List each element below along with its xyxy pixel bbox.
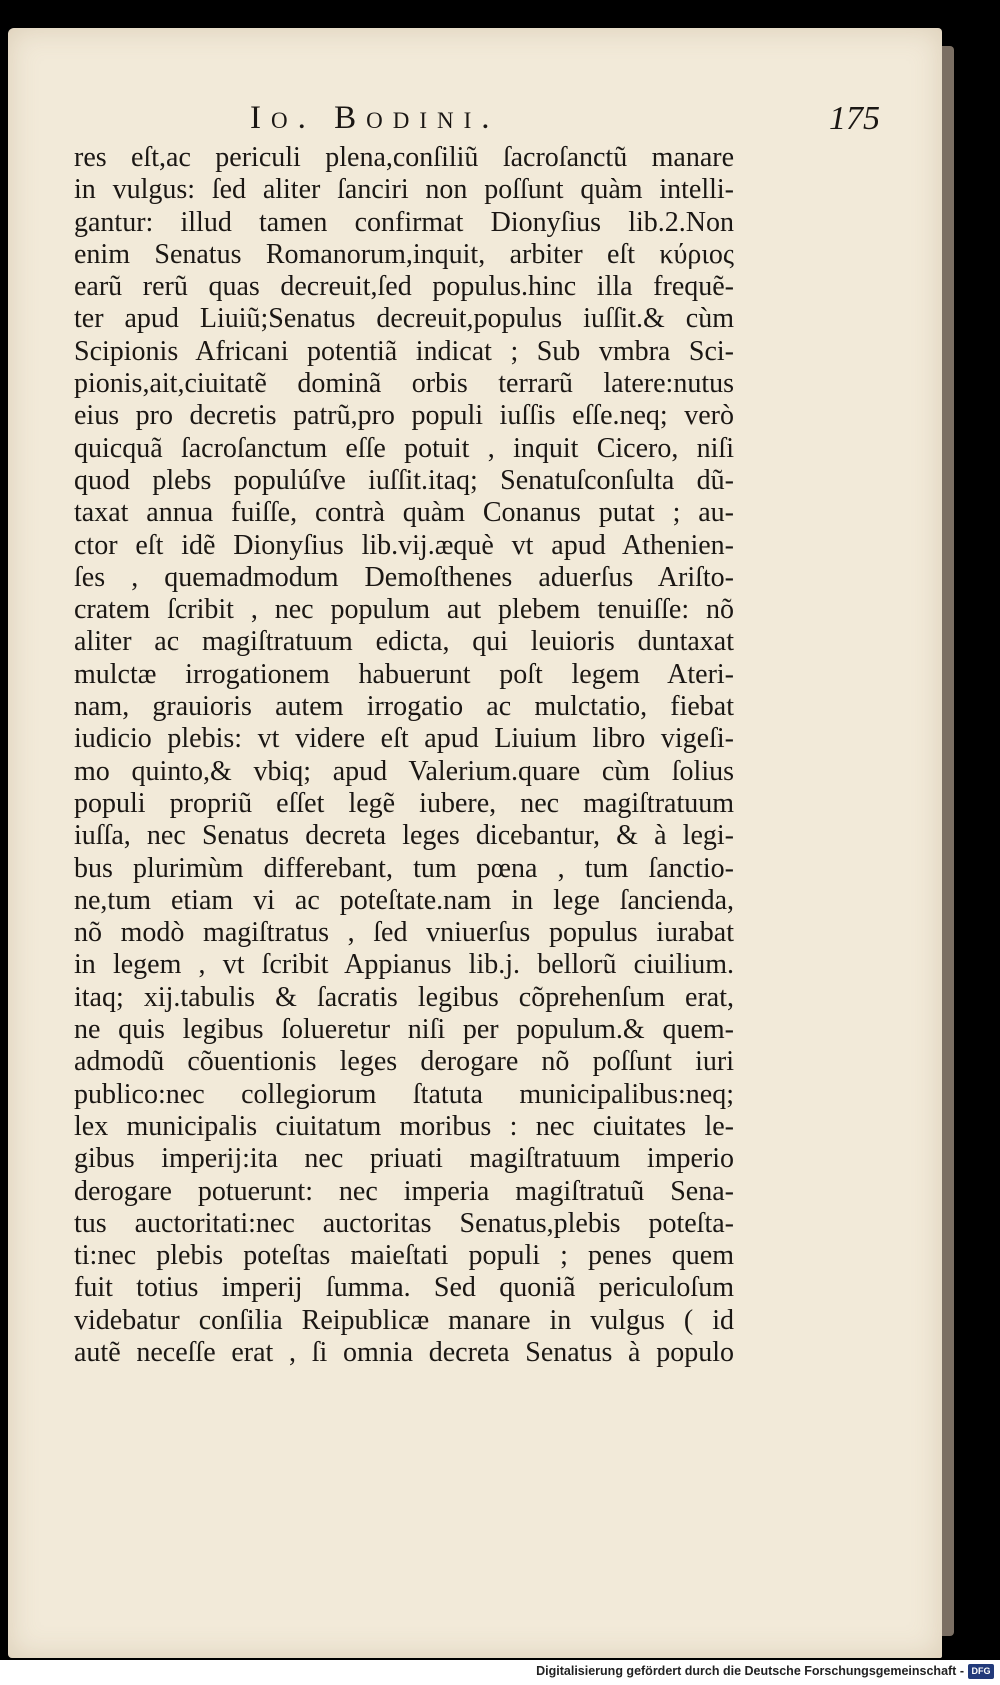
- text-line: cratem ſcribit , nec populum aut plebem tenuiſſe: nõ: [74, 594, 734, 626]
- body-text: [74, 142, 734, 1369]
- text-line: ctor eſt idẽ Dionyſius lib.vij.æquè vt apud Athenien-: [74, 529, 734, 561]
- text-line: enim Senatus Romanorum,inquit, arbiter eſt κύριος: [74, 238, 734, 270]
- text-line: quod plebs populúſve iuſſit.itaq; Senatuſconſulta dũ-: [74, 464, 734, 496]
- footer-bar: [0, 1660, 1000, 1685]
- text-line: eius pro decretis patrũ,pro populi iuſſis eſſe.neq; verò: [74, 400, 734, 432]
- funding-credit: Digitalisierung gefördert durch die Deutsche Forschungsgemeinschaft -: [536, 1664, 964, 1678]
- text-line: aliter ac magiſtratuum edicta, qui leuioris duntaxat: [74, 626, 734, 658]
- text-line: autẽ neceſſe erat , ſi omnia decreta Senatus à populo: [74, 1336, 734, 1368]
- text-line: gibus imperij:ita nec priuati magiſtratuum imperio: [74, 1143, 734, 1175]
- text-line: bus plurimùm differebant, tum pœna , tum ſanctio-: [74, 852, 734, 884]
- dfg-logo: DFG: [968, 1664, 994, 1679]
- text-line: mo quinto,& vbiq; apud Valerium.quare cùm ſolius: [74, 755, 734, 787]
- text-line: publico:nec collegiorum ſtatuta municipalibus:neq;: [74, 1078, 734, 1110]
- text-line: iudicio plebis: vt videre eſt apud Liuium libro vigeſi-: [74, 723, 734, 755]
- text-line: ſes , quemadmodum Demoſthenes aduerſus Ariſto-: [74, 561, 734, 593]
- text-line: res eſt,ac periculi plena,conſiliũ ſacroſanctũ manare: [74, 142, 734, 173]
- text-line: in legem , vt ſcribit Appianus lib.j. bellorũ ciuilium.: [74, 949, 734, 981]
- text-line: taxat annua fuiſſe, contrà quàm Conanus putat ; au-: [74, 497, 734, 529]
- text-line: ne quis legibus ſolueretur niſi per populum.& quem-: [74, 1014, 734, 1046]
- text-line: derogare potuerunt: nec imperia magiſtratuũ Sena-: [74, 1175, 734, 1207]
- text-line: pionis,ait,ciuitatẽ dominã orbis terrarũ latere:nutus: [74, 368, 734, 400]
- text-line: lex municipalis ciuitatum moribus : nec ciuitates le-: [74, 1110, 734, 1142]
- text-line: quicquã ſacroſanctum eſſe potuit , inquit Cicero, niſi: [74, 432, 734, 464]
- page-edge: [942, 46, 954, 1636]
- text-line: ti:nec plebis poteſtas maieſtati populi ; penes quem: [74, 1240, 734, 1272]
- text-line: earũ rerũ quas decreuit,ſed populus.hinc illa frequẽ-: [74, 271, 734, 303]
- text-line: tus auctoritati:nec auctoritas Senatus,plebis poteſta-: [74, 1207, 734, 1239]
- text-line: itaq; xij.tabulis & ſacratis legibus cõprehenſum erat,: [74, 981, 734, 1013]
- text-line: iuſſa, nec Senatus decreta leges dicebantur, & à legi-: [74, 820, 734, 852]
- text-line: videbatur conſilia Reipublicæ manare in vulgus ( id: [74, 1304, 734, 1336]
- text-line: ne,tum etiam vi ac poteſtate.nam in lege ſancienda,: [74, 884, 734, 916]
- running-head: [200, 100, 880, 142]
- text-line: populi propriũ eſſet legẽ iubere, nec magiſtratuum: [74, 787, 734, 819]
- text-line: ter apud Liuiũ;Senatus decreuit,populus iuſſit.& cùm: [74, 303, 734, 335]
- text-line: gantur: illud tamen confirmat Dionyſius lib.2.Non: [74, 206, 734, 238]
- text-line: in vulgus: ſed aliter ſanciri non poſſunt quàm intelli-: [74, 174, 734, 206]
- text-line: admodũ cõuentionis leges derogare nõ poſſunt iuri: [74, 1046, 734, 1078]
- text-line: nam, grauioris autem irrogatio ac mulctatio, fiebat: [74, 691, 734, 723]
- running-head-title: Io. Bodini.: [250, 100, 500, 136]
- text-line: nõ modò magiſtratus , ſed vniuerſus populus iurabat: [74, 917, 734, 949]
- text-line: mulctæ irrogationem habuerunt poſt legem Ateri-: [74, 658, 734, 690]
- text-line: Scipionis Africani potentiã indicat ; Sub vmbra Sci-: [74, 335, 734, 367]
- text-line: fuit totius imperij ſumma. Sed quoniã periculoſum: [74, 1272, 734, 1304]
- folio-number: 175: [829, 100, 880, 137]
